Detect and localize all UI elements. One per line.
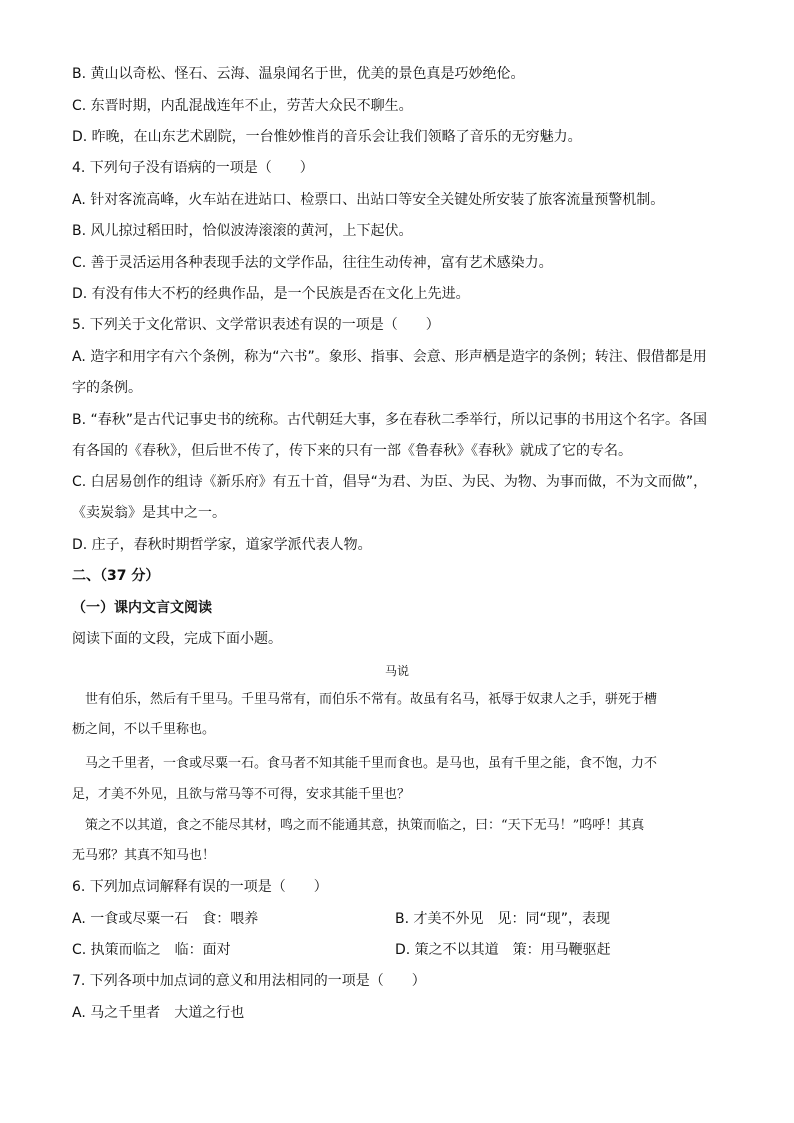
option-3b: B. 黄山以奇松、怪石、云海、温泉闻名于世，优美的景色真是巧妙绝伦。 xyxy=(72,66,525,82)
option-5c-line2: 《卖炭翁》是其中之一。 xyxy=(72,505,226,521)
option-4c: C. 善于灵活运用各种表现手法的文学作品，往往生动传神，富有艺术感染力。 xyxy=(72,255,553,271)
option-6c: C. 执策而临之 临：面对 xyxy=(72,942,231,958)
option-3c: C. 东晋时期，内乱混战连年不止，劳苦大众民不聊生。 xyxy=(72,98,413,114)
reading-instruction: 阅读下面的文段，完成下面小题。 xyxy=(72,631,282,647)
passage-para1-line2: 枥之间，不以千里称也。 xyxy=(72,722,216,737)
option-6b: B. 才美不外见 见：同“现”，表现 xyxy=(395,911,611,927)
option-4a: A. 针对客流高峰，火车站在进站口、检票口、出站口等安全关键处所安装了旅客流量预警机制。 xyxy=(72,192,665,208)
question-6: 6. 下列加点词解释有误的一项是（ ） xyxy=(72,879,328,895)
passage-para2-line2: 足，才美不外见，且欲与常马等不可得，安求其能千里也？ xyxy=(72,787,411,802)
question-4: 4. 下列句子没有语病的一项是（ ） xyxy=(72,160,314,176)
passage-para1-line1: 世有伯乐，然后有千里马。千里马常有，而伯乐不常有。故虽有名马，祇辱于奴隶人之手，骈死于槽 xyxy=(72,692,658,707)
option-5a-line2: 字的条例。 xyxy=(72,380,142,396)
option-4d: D. 有没有伟大不朽的经典作品，是一个民族是否在文化上先进。 xyxy=(72,286,470,302)
passage-para3-line2: 无马邪？其真不知马也！ xyxy=(72,848,216,863)
option-5d: D. 庄子，春秋时期哲学家，道家学派代表人物。 xyxy=(72,537,372,553)
option-7a: A. 马之千里者 大道之行也 xyxy=(72,1005,245,1021)
option-6d: D. 策之不以其道 策：用马鞭驱赶 xyxy=(395,942,611,958)
section-heading: 二、（37 分） xyxy=(72,568,160,584)
option-4b: B. 风儿掠过稻田时，恰似波涛滚滚的黄河，上下起伏。 xyxy=(72,223,413,239)
option-6a: A. 一食或尽粟一石 食：喂养 xyxy=(72,911,259,927)
option-3d: D. 昨晚，在山东艺术剧院，一台惟妙惟肖的音乐会让我们领略了音乐的无穷魅力。 xyxy=(72,129,582,145)
passage-title: 马说 xyxy=(385,664,410,678)
option-5a-line1: A. 造字和用字有六个条例，称为“六书”。象形、指事、会意、形声栖是造字的条例；转注、假借都是用 xyxy=(72,349,707,365)
question-5: 5. 下列关于文化常识、文学常识表述有误的一项是（ ） xyxy=(72,317,440,333)
option-5c-line1: C. 白居易创作的组诗《新乐府》有五十首，倡导“为君、为臣、为民、为物、为事而做，不为文而做”， xyxy=(72,474,708,490)
question-7: 7. 下列各项中加点词的意义和用法相同的一项是（ ） xyxy=(72,973,426,989)
option-5b-line1: B. “春秋”是古代记事史书的统称。古代朝廷大事，多在春秋二季举行，所以记事的书用这个名字。各国 xyxy=(72,412,708,428)
option-5b-line2: 有各国的《春秋》，但后世不传了，传下来的只有一部《鲁春秋》《春秋》就成了它的专名。 xyxy=(72,443,632,459)
subsection-heading: （一）课内文言文阅读 xyxy=(72,600,212,616)
passage-para2-line1: 马之千里者，一食或尽粟一石。食马者不知其能千里而食也。是马也，虽有千里之能，食不饱，力不 xyxy=(72,756,658,771)
passage-para3-line1: 策之不以其道，食之不能尽其材，鸣之而不能通其意，执策而临之，曰：“天下无马！”呜呼！其真 xyxy=(72,818,645,833)
